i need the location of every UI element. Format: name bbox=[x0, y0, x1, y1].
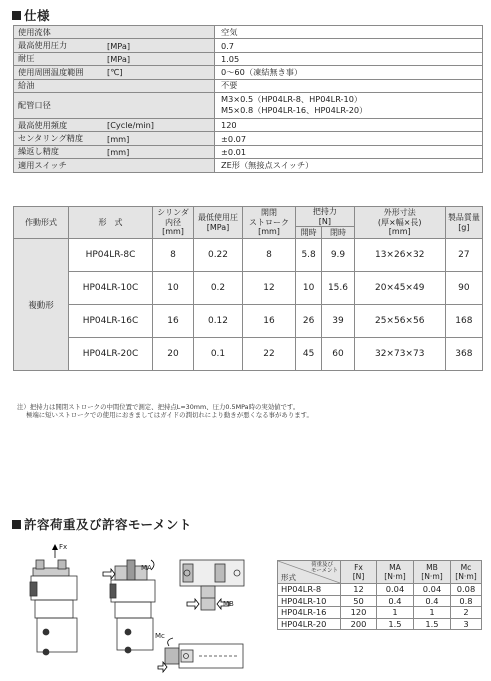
gripper-drawing-mc bbox=[158, 638, 243, 672]
table-row bbox=[14, 272, 483, 305]
square-bullet-icon bbox=[12, 11, 21, 20]
cell-stroke: 22 bbox=[243, 338, 296, 371]
spec-value: 0.7 bbox=[215, 39, 483, 52]
load-header-mb: MB [N·m] bbox=[414, 561, 451, 584]
cell-minp: 0.22 bbox=[194, 239, 243, 272]
header-model: 形 式 bbox=[69, 207, 153, 239]
spec-unit: [mm] bbox=[103, 145, 215, 158]
spec-unit: [MPa] bbox=[103, 52, 215, 65]
cell-model: HP04LR-16C bbox=[69, 305, 153, 338]
spec-value: ZE形（無接点スイッチ） bbox=[215, 159, 483, 172]
cell-dims: 20×45×49 bbox=[354, 272, 445, 305]
label-mb: MB bbox=[223, 600, 234, 608]
load-header-diagonal: 荷重及び モーメント 形式 bbox=[278, 561, 341, 584]
cell-model: HP04LR-10C bbox=[69, 272, 153, 305]
cell-bore: 16 bbox=[153, 305, 194, 338]
table-row bbox=[278, 595, 482, 607]
spec-row bbox=[14, 159, 483, 172]
spec-unit: [℃] bbox=[103, 66, 215, 79]
spec-row bbox=[14, 145, 483, 158]
spec-row bbox=[14, 39, 483, 52]
spec-label: センタリング精度 bbox=[14, 132, 104, 145]
load-header-mc: Mc [N·m] bbox=[451, 561, 482, 584]
spec-row bbox=[14, 66, 483, 79]
cell-minp: 0.2 bbox=[194, 272, 243, 305]
spec-label: 使用周囲温度範囲 bbox=[14, 66, 104, 79]
header-stroke: 開閉 ストローク [mm] bbox=[243, 207, 296, 239]
spec-unit: [MPa] bbox=[103, 39, 215, 52]
table-row bbox=[14, 239, 483, 272]
spec-unit: [mm] bbox=[103, 132, 215, 145]
cell-close: 60 bbox=[322, 338, 354, 371]
cell-open: 5.8 bbox=[296, 239, 322, 272]
load-cell-ma: 0.04 bbox=[377, 584, 414, 596]
load-header-fx: Fx [N] bbox=[341, 561, 377, 584]
load-cell-mb: 0.04 bbox=[414, 584, 451, 596]
spec-unit: [Cycle/min] bbox=[103, 118, 215, 131]
spec-row bbox=[14, 118, 483, 131]
spec-label: 最高使用頻度 bbox=[14, 118, 104, 131]
cell-minp: 0.1 bbox=[194, 338, 243, 371]
footnote: 注）把持力は開閉ストロークの中間位置で測定、把持点L=30mm、圧力0.5MPa時の実効値です。 極端に短いストロークでの使用におきましてはガイドの潤切れにより動きが悪くなる事があります。 bbox=[17, 403, 313, 420]
cell-model: HP04LR-20C bbox=[69, 338, 153, 371]
cell-close: 15.6 bbox=[322, 272, 354, 305]
header-grip-force: 把持力 [N] bbox=[296, 207, 355, 227]
cell-mass: 368 bbox=[445, 338, 482, 371]
load-cell-fx: 200 bbox=[341, 618, 377, 630]
spec-value: 120 bbox=[215, 118, 483, 131]
load-section-title: 許容荷重及び許容モーメント bbox=[12, 515, 192, 533]
spec-unit bbox=[103, 92, 215, 118]
cell-bore: 10 bbox=[153, 272, 194, 305]
load-table bbox=[277, 560, 482, 630]
table-row bbox=[278, 584, 482, 596]
spec-row bbox=[14, 132, 483, 145]
spec-unit bbox=[103, 26, 215, 39]
square-bullet-icon bbox=[12, 520, 21, 529]
cell-stroke: 16 bbox=[243, 305, 296, 338]
model-table bbox=[13, 206, 483, 371]
spec-row bbox=[14, 79, 483, 92]
spec-label: 配管口径 bbox=[14, 92, 104, 118]
spec-label: 最高使用圧力 bbox=[14, 39, 104, 52]
load-cell-model: HP04LR-8 bbox=[278, 584, 341, 596]
header-grip-open: 開時 bbox=[296, 227, 322, 239]
load-diagrams bbox=[15, 540, 273, 676]
cell-mass: 168 bbox=[445, 305, 482, 338]
load-cell-mc: 2 bbox=[451, 607, 482, 619]
cell-open: 45 bbox=[296, 338, 322, 371]
spec-row bbox=[14, 52, 483, 65]
spec-value: M3×0.5（HP04LR-8、HP04LR-10） M5×0.8（HP04LR-16、HP04LR-20） bbox=[215, 92, 483, 118]
cell-stroke: 12 bbox=[243, 272, 296, 305]
spec-row bbox=[14, 26, 483, 39]
cell-open: 10 bbox=[296, 272, 322, 305]
cell-stroke: 8 bbox=[243, 239, 296, 272]
header-mass: 製品質量 [g] bbox=[445, 207, 482, 239]
load-cell-fx: 120 bbox=[341, 607, 377, 619]
load-cell-mb: 0.4 bbox=[414, 595, 451, 607]
spec-unit bbox=[103, 159, 215, 172]
table-row bbox=[14, 305, 483, 338]
load-cell-model: HP04LR-20 bbox=[278, 618, 341, 630]
header-min-pressure: 最低使用圧 [MPa] bbox=[194, 207, 243, 239]
load-cell-fx: 50 bbox=[341, 595, 377, 607]
spec-row bbox=[14, 92, 483, 118]
cell-open: 26 bbox=[296, 305, 322, 338]
kind-cell: 複動形 bbox=[14, 239, 69, 371]
spec-label: 給油 bbox=[14, 79, 104, 92]
cell-bore: 8 bbox=[153, 239, 194, 272]
spec-label: 使用流体 bbox=[14, 26, 104, 39]
load-cell-fx: 12 bbox=[341, 584, 377, 596]
spec-label: 適用スイッチ bbox=[14, 159, 104, 172]
cell-mass: 90 bbox=[445, 272, 482, 305]
load-cell-mc: 0.8 bbox=[451, 595, 482, 607]
load-cell-mc: 3 bbox=[451, 618, 482, 630]
cell-minp: 0.12 bbox=[194, 305, 243, 338]
load-header-ma: MA [N·m] bbox=[377, 561, 414, 584]
spec-value: 不要 bbox=[215, 79, 483, 92]
header-grip-close: 閉時 bbox=[322, 227, 354, 239]
spec-value: 空気 bbox=[215, 26, 483, 39]
header-bore: シリンダ 内径 [mm] bbox=[153, 207, 194, 239]
load-cell-mb: 1 bbox=[414, 607, 451, 619]
gripper-drawing-mb bbox=[180, 560, 244, 610]
table-row bbox=[14, 338, 483, 371]
header-dimensions: 外形寸法 (厚×幅×長) [mm] bbox=[354, 207, 445, 239]
spec-table bbox=[13, 25, 483, 173]
spec-value: 0～60（凍結無き事） bbox=[215, 66, 483, 79]
cell-dims: 25×56×56 bbox=[354, 305, 445, 338]
load-cell-mb: 1.5 bbox=[414, 618, 451, 630]
gripper-drawing-fx bbox=[30, 544, 77, 655]
cell-close: 9.9 bbox=[322, 239, 354, 272]
load-cell-mc: 0.08 bbox=[451, 584, 482, 596]
cell-model: HP04LR-8C bbox=[69, 239, 153, 272]
spec-unit bbox=[103, 79, 215, 92]
load-cell-ma: 1.5 bbox=[377, 618, 414, 630]
cell-mass: 27 bbox=[445, 239, 482, 272]
label-ma: MA bbox=[141, 564, 152, 572]
cell-bore: 20 bbox=[153, 338, 194, 371]
spec-label: 繰返し精度 bbox=[14, 145, 104, 158]
table-row bbox=[278, 607, 482, 619]
load-cell-model: HP04LR-10 bbox=[278, 595, 341, 607]
spec-section-title: 仕様 bbox=[12, 6, 50, 24]
cell-dims: 13×26×32 bbox=[354, 239, 445, 272]
label-fx: Fx bbox=[59, 543, 68, 551]
load-cell-model: HP04LR-16 bbox=[278, 607, 341, 619]
load-cell-ma: 1 bbox=[377, 607, 414, 619]
gripper-drawing-ma bbox=[103, 560, 155, 653]
spec-label: 耐圧 bbox=[14, 52, 104, 65]
spec-value: ±0.07 bbox=[215, 132, 483, 145]
cell-close: 39 bbox=[322, 305, 354, 338]
cell-dims: 32×73×73 bbox=[354, 338, 445, 371]
table-row bbox=[278, 618, 482, 630]
spec-value: ±0.01 bbox=[215, 145, 483, 158]
header-kind: 作動形式 bbox=[14, 207, 69, 239]
label-mc: Mc bbox=[155, 632, 165, 640]
load-cell-ma: 0.4 bbox=[377, 595, 414, 607]
spec-value: 1.05 bbox=[215, 52, 483, 65]
